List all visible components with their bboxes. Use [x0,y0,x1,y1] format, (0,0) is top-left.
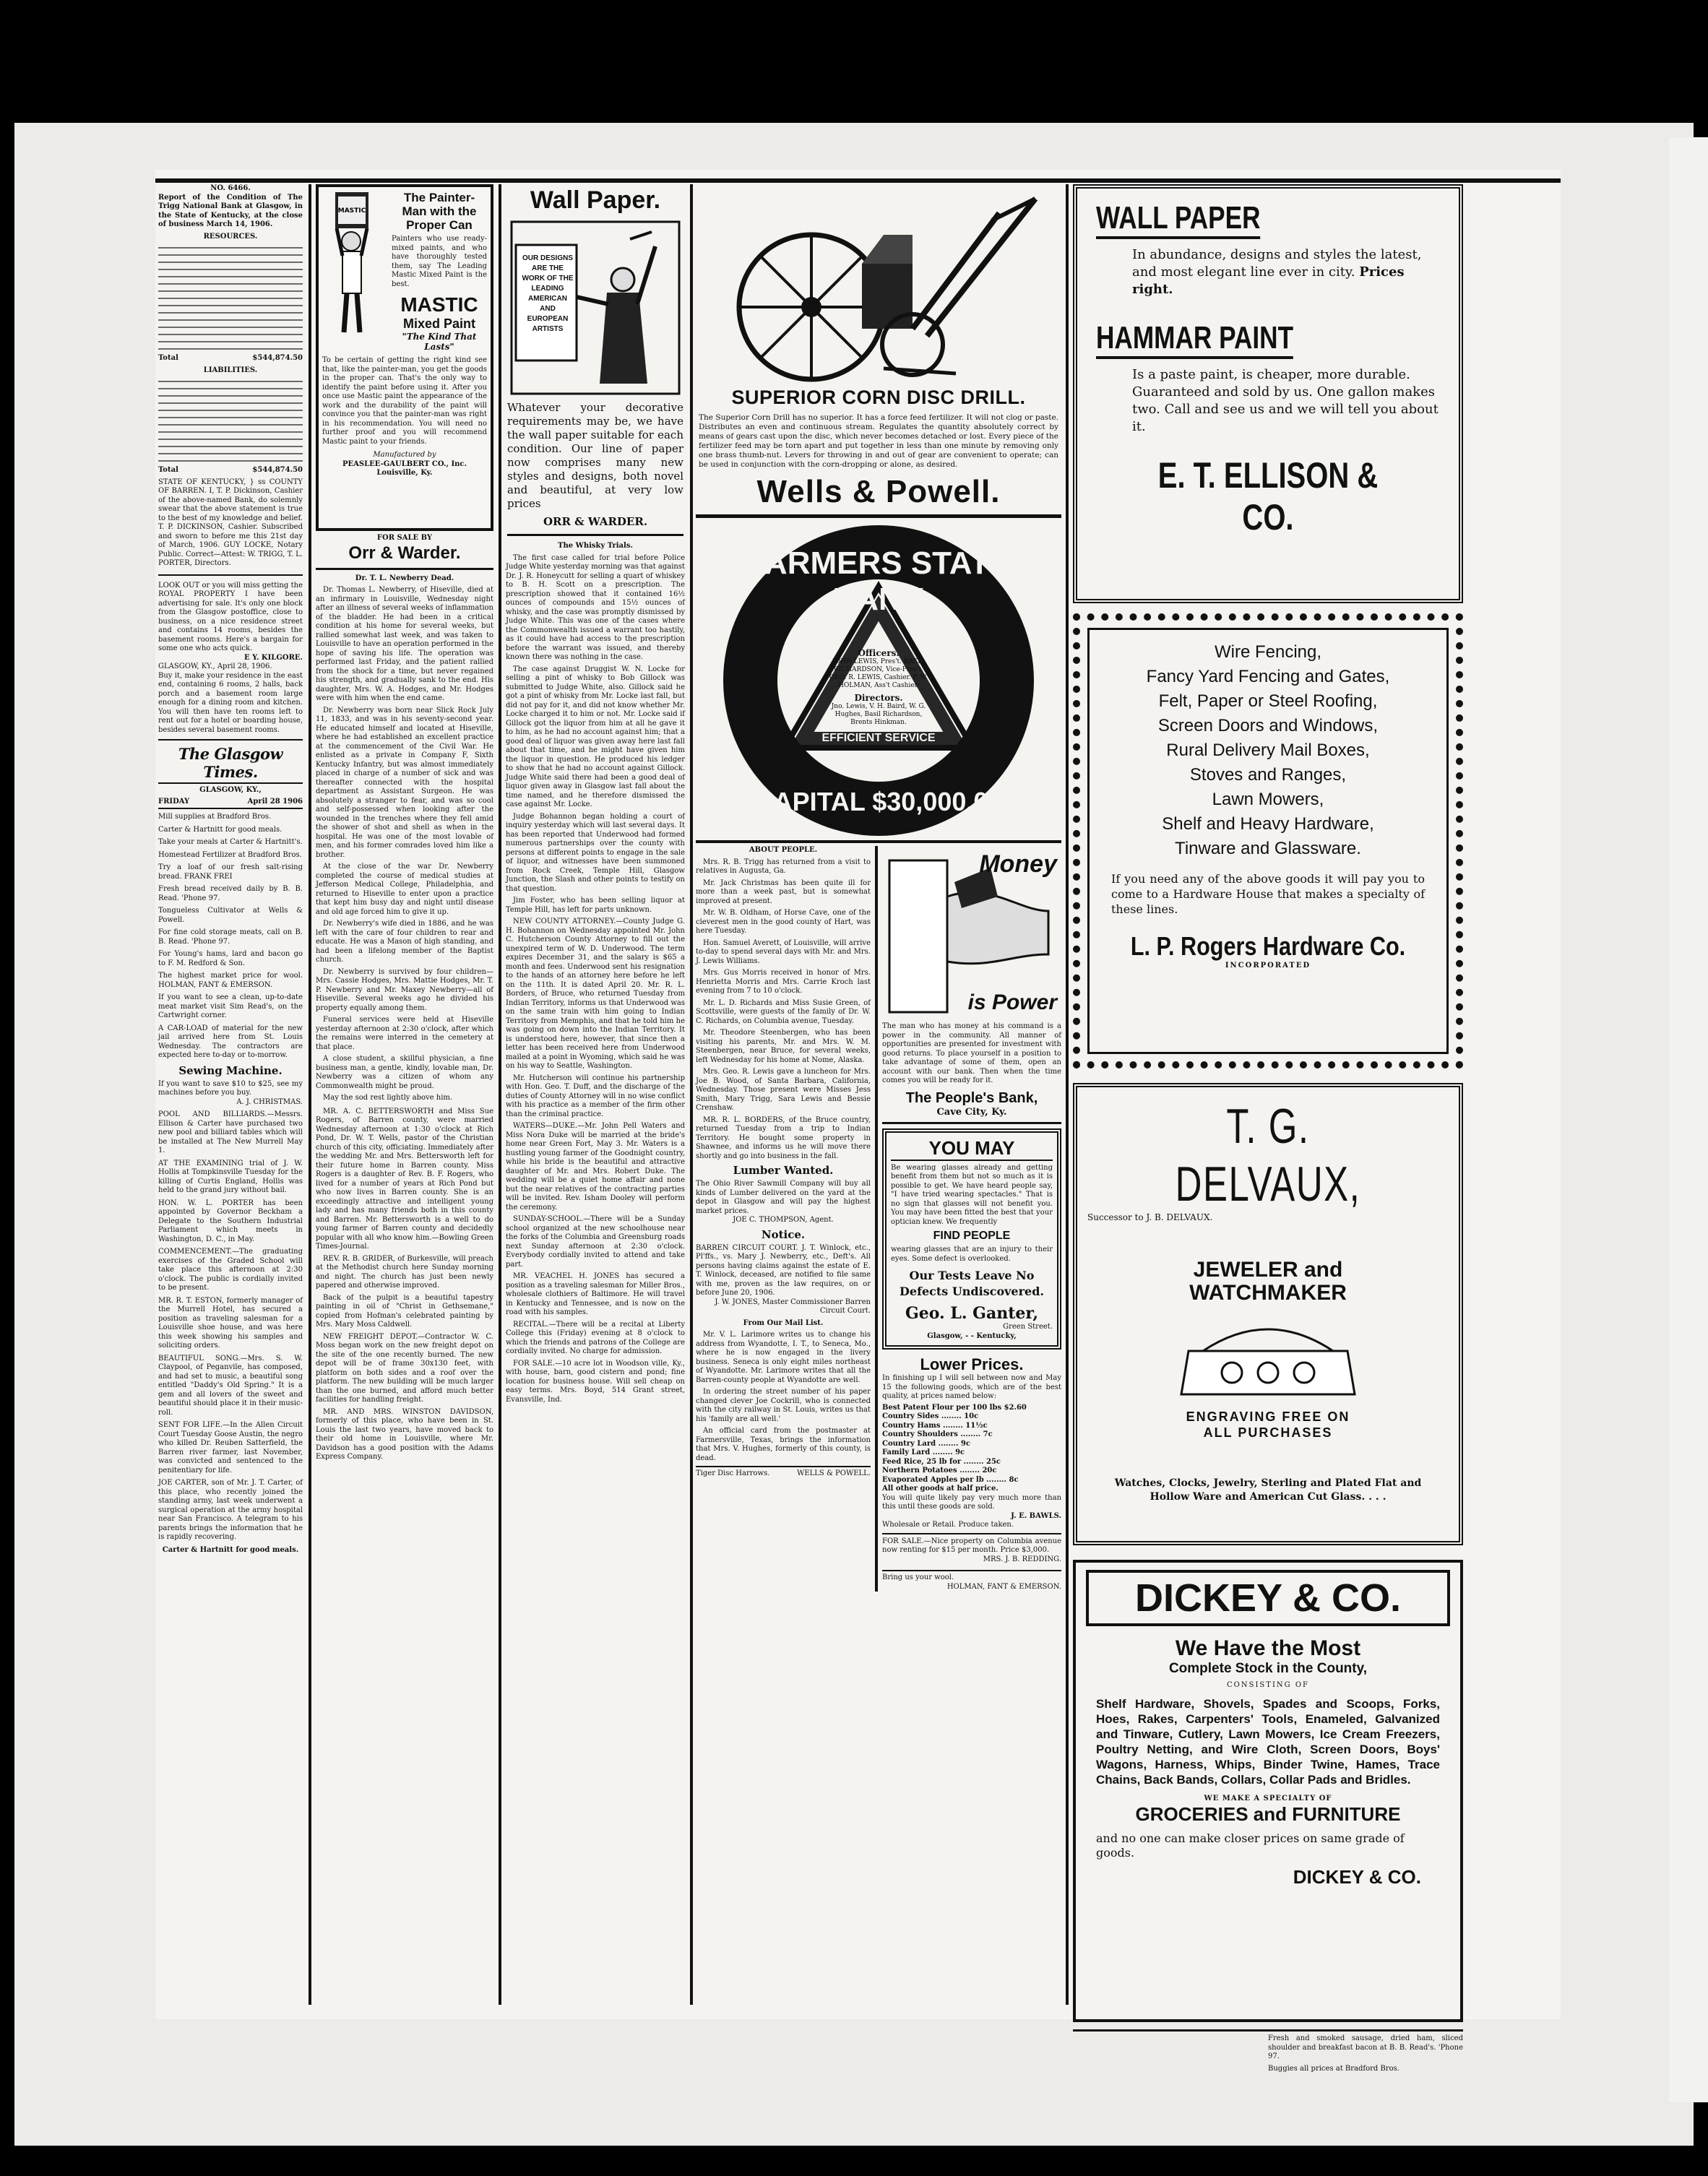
for-sale-sign: MRS. J. B. REDDING. [983,1555,1061,1563]
wall-paper-body: Whatever your decorative requirements may be, we have the wall paper suitable for each condition. Our line of paper now comprises many new styles and designs, both novel and beautiful, at very low prices [507,401,683,510]
find-people: FIND PEOPLE [933,1230,1011,1242]
kilgore-ad: LOOK OUT or you will miss getting the ROYAL PROPERTY I have been advertising for sale. It's only one block from the Glasgow postoffice, close to business, on a nice residence street and contains 14 rooms, besides the basement rooms. Here's a bargain for some one who acts quick. [158,581,303,652]
column-rule [690,184,693,2005]
wall-paper-ad-title: Wall Paper. [530,186,661,214]
wall-paper-ad [506,184,685,537]
hardware-item: Fancy Yard Fencing and Gates, [1146,667,1390,686]
lumber-sign: JOE C. THOMPSON, Agent. [733,1216,834,1224]
ganter-city: Glasgow, - - Kentucky, [927,1331,1017,1340]
price-item: Family Lard ........ 9c [882,1448,965,1456]
local-item: Carter & Hartnitt for good meals. [162,1545,299,1554]
column-3 [506,184,685,2005]
price-item: All other goods at half price. [882,1485,999,1493]
price-item: Country Sides ........ 10c [882,1412,979,1420]
kilgore-ad-2: Buy it, make your residence in the east end, containing 6 rooms, 2 halls, back porch and a basement room large enough for a dining room and kitchen. You will then have ten rooms left to rent out for a hotel or boarding house, besides several basement rooms. [158,671,303,734]
article-paragraph: Funeral services were held at Hiseville yesterday afternoon at 2:30 o'clock, after which the remains were interred in the cemetery at that place. [316,1016,493,1051]
mixed-paint-heading: Mixed Paint [402,316,476,331]
column-1 [158,184,303,2005]
svg-text:MASTIC: MASTIC [337,207,366,215]
peoples-bank: The People's Bank, [905,1089,1038,1106]
price-item: Country Lard ........ 9c [882,1439,970,1448]
column-2 [316,184,493,2005]
hammar-heading: HAMMAR PAINT [1096,320,1293,359]
local-item: For fine cold storage meats, call on B. B. Read. 'Phone 97. [158,928,303,946]
local-item: AT THE EXAMINING trial of J. W. Hollis at Tompkinsville Tuesday for the killing of Curtis England, Hollis was held to the grand jury without bail. [158,1159,303,1194]
article-paragraph: The case against Druggist W. N. Locke for selling a pint of whisky to Bob Gillock was submitted to Judge White, also. Gillock said he got a pint of whisky from Mr. Locke last fall, but did not pay for it, and did not know whether Mr. Locke charged it to him or not. Mr. Locke said if Gillock got the liquor from him at all he gave it to him, as he had no account against him; that a good deal of liquor was given away here last fall about that time, and he might have given him the liquor in question. He produced his ledger to show that he had no account against Gillock. Judge White said there had been a good deal of liquor given away in Glasgow last fall about the time named, and he therefore dismissed the case against Mr. Locke. [506,665,685,808]
the-kind-slogan: "The Kind That Lasts" [402,332,477,352]
local-item: The highest market price for wool. HOLMAN, FANT & EMERSON. [158,972,303,989]
article-paragraph: REV. R. B. GRIDER, of Burkesville, will preach at the Methodist church here Sunday morning and night. The church has just been newly papered and otherwise improved. [316,1254,493,1290]
people-item: Mrs. Geo. R. Lewis gave a luncheon for Mrs. Joe B. Wood, of Santa Barbara, California, Wednesday. Those present were Misses Jess Smith, Mary Trigg, Sara Lewis and Bessie Crenshaw. [696,1068,871,1112]
price-item: Best Patent Flour per 100 lbs $2.60 [882,1403,1027,1412]
liabilities-heading: LIABILITIES. [203,366,258,374]
hardware-item: Shelf and Heavy Hardware, [1162,814,1374,834]
wall-paper-ad-sign: ORR & WARDER. [507,515,683,536]
hardware-item: Rural Delivery Mail Boxes, [1166,741,1370,760]
column-5 [1073,184,1463,2073]
column-rule [499,184,501,2005]
article-paragraph: Dr. Newberry is survived by four children—Mrs. Cassie Hodges, Mrs. Mattie Hodges, Mr. T. P. Newberry and Mr. Maxey Newberry—all of Hiseville. Several weeks ago he divided his property equally among them. [316,967,493,1012]
masthead: The Glasgow Times. [178,745,283,781]
corn-drill-illustration [696,184,1061,387]
mail-item: Mr. V. L. Larimore writes us to change his address from Wyandotte, I. T., to Seneca, Mo., where he is now engaged in the livery business. Seneca is only eight miles northeast of Wyandotte. Mr. Larimore writes that all the Barren-county people at Wyandotte are well. [696,1331,871,1384]
local-item: COMMENCEMENT.—The graduating exercises of the Graded School will take place this afternoon at 2:30 o'clock. The public is cordially invited to be present. [158,1248,303,1292]
dickey-ad [1073,1560,1463,2022]
obituary-heading: Dr. T. L. Newberry Dead. [355,574,454,582]
local-item: BEAUTIFUL SONG.—Mrs. S. W. Claypool, of Peganvile, has composed, and had set to music, a beautiful song entitled "Daddy's Old Spring." It is a gem and all lovers of the sweet and beautiful should place it in their music-roll. [158,1354,303,1417]
bank-security: SECURITY [805,618,847,675]
corn-drill-title: SUPERIOR CORN DISC DRILL. [731,387,1026,408]
lower-prices-heading: Lower Prices. [920,1355,1024,1373]
bank-report-number: NO. 6466. [210,184,251,192]
peoples-city: Cave City, Ky. [882,1107,1061,1124]
hardware-text: If you need any of the above goods it will pay you to come to a Hardware House that makes a specialty of these lines. [1111,872,1425,916]
col4-right [878,846,1061,1592]
bank-service: EFFICIENT SERVICE [821,732,936,744]
local-item: Fresh bread received daily by B. B. Read. 'Phone 97. [158,885,303,902]
article-paragraph: NEW FREIGHT DEPOT.—Contractor W. C. Moss began work on the new freight depot on the site of the one recently burned. The new depot will be of frame 30x130 feet, with platform on both sides and a roof over the platform. The new building will be much larger than the one burned, and afford much better facilities for handling freight. [316,1332,493,1404]
corn-drill-text: The Superior Corn Drill has no superior. It has a force feed fertilizer. It will not clog or paste. Distributes an even and continuous stream. Regulates the quantity absolutely correct by means of gears cast upon the disc, which never becomes detached or lost. Every piece of the fertilizer feed may be torn apart and put together in less than one minute by removing only one brass thumb-nut. Levers for throwing in and out of gear are convenient to operate; can be used in conjunction with the corn-dropping or alone, as desired. [699,413,1058,469]
hardware-item: Tinware and Glassware. [1175,839,1361,858]
officers-list: JOHN LEWIS, Pres't. BASIL RICHARDSON, Vice-Pres't. GEO. R. LEWIS, Cashier. P. W. HOLMAN, Ass't Cashier. [829,658,928,689]
directors-heading: Directors. [854,693,903,703]
article-paragraph: The first case called for trial before Police Judge White yesterday morning was that against Dr. J. R. Honeycutt for selling a quart of whiskey to B. H. Scott on a prescription. The prescription showed that it contained 16½ ounces of compounds and 15½ ounces of whisky, and the case was promptly dismissed by Judge White. This was one of the cases where the Commonwealth issued a warrant too hastily, as it could have had access to the prescription before the warrant was issued, and thereby known there was nothing in the case. [506,553,685,661]
corn-drill-ad [696,184,1061,518]
wall-paper-text: In abundance, designs and styles the latest, and most elegant line ever in city. Prices right. [1132,247,1422,297]
dateline: FRIDAY April 28 1906 [158,798,303,810]
mastic-body: To be certain of getting the right kind see that, like the painter-man, you get the goods in the proper can. That's the only way to identify the paint before using it. After you once use Mastic paint the appearance of the work and the durability of the paint will convince you that the painter-man was right in his recommendation. You will need no further proof and you will recommend Mastic paint to your friends. [322,356,487,446]
ganter-name: Geo. L. Ganter, [905,1304,1039,1323]
wall-paper-illustration [507,217,683,398]
price-item: Northern Potatoes ........ 20c [882,1467,997,1475]
local-item: Tongueless Cultivator at Wells & Powell. [158,907,303,924]
our-tests: Our Tests Leave No Defects Undiscovered. [900,1269,1044,1298]
hardware-item: Stoves and Ranges, [1189,765,1347,785]
article-paragraph: Mr. Hutcherson will continue his partnership with Hon. Geo. T. Duff, and the discharge of the duties of County Attorney will in no wise conflict with his practice as a member of the firm other than the criminal practice. [506,1074,685,1118]
column-4 [696,184,1061,2005]
dickey-text: Shelf Hardware, Shovels, Spades and Scoops, Forks, Hoes, Rakes, Carpenters' Tools, Enameled, Galvanized and Tinware, Cutlery, Lawn Mowers, Ice Cream Freezers, Poultry Netting, and Wire Cloth, Screen Doors, Boys' Wagons, Harness, Whips, Binder Twine, Hames, Trace Chains, Back Bands, Collars, Collar Pads and Bridles. [1096,1696,1440,1787]
lower-prices-sub: Wholesale or Retail. Produce taken. [882,1521,1061,1534]
ganter-address: Green Street. [1003,1323,1053,1331]
column-rule [309,184,311,2005]
liabilities-total: Total $544,874.50 [158,466,303,474]
sewing-heading: Sewing Machine. [178,1063,282,1077]
delvaux-ad [1073,1083,1463,1545]
money-is-power-ad [882,846,1061,1019]
for-sale-text: FOR SALE.—Nice property on Columbia avenue now renting for $15 per month. Price $3,000. [882,1537,1061,1554]
officers-heading: Officers. [858,648,900,658]
money-text: The man who has money at his command is a power in the community. All manner of opportunities are presented for investment with good returns. To place yourself in a position to take advantage of some of them, open an account with our bank. Then when the time comes you will be ready for it. [882,1022,1061,1084]
consisting-of: CONSISTING OF [1227,1681,1309,1689]
local-item: JOE CARTER, son of Mr. J. T. Carter, of this place, who recently joined the standing army, last week underwent a surgical operation at the army hospital near San Francisco. A telegram to his parents brings the information that he is rapidly recovering. [158,1479,303,1541]
article-paragraph: MR. AND MRS. WINSTON DAVIDSON, formerly of this place, who have been in St. Louis the last two years, have moved back to their old home in Louisville, where Mr. Davidson has a good position with the Adams Express Company. [316,1407,493,1461]
mail-item: An official card from the postmaster at Farmersville, Texas, brings the information that Mrs. V. Hughes, formerly of this county, is dead. [696,1427,871,1462]
article-paragraph: NEW COUNTY ATTORNEY.—County Judge G. H. Bohannon on Wednesday appointed Mr. John C. Hutcherson County Attorney to fill out the unexpired term of W. D. Underwood. The term expires December 31, and the salary is $65 a month and fees. Underwood sent his resignation to the hands of an attorney here before he left on the 11th. It is dated April 20. Mr. R. L. Borders, of Bruce, who returned Tuesday from Indian Territory, informs us that Underwood was on the same train with him going to Indian Territory from Memphis, and that he told him he was going on down into the Indian Territory. It is understood here, however, that since then a letter has been received here from Underwood mailed at a point in Wyoming, which said he was on his way to Seattle, Washington. [506,918,685,1070]
bank-capital: CAPITAL $30,000.00 [754,787,1003,816]
mastic-paint-ad [316,184,493,531]
farmers-state-bank-ad [696,518,1061,843]
price-item: Country Shoulders ........ 7c [882,1430,993,1438]
kilgore-date: GLASGOW, KY., April 28, 1906. [158,662,272,670]
delvaux-name: T. G. DELVAUX, [1175,1099,1361,1212]
local-item: Try a loaf of our fresh salt-rising bread. FRANK FREI [158,863,303,881]
dateline-city: GLASGOW, KY., [199,786,262,794]
mail-heading: From Our Mail List. [743,1318,824,1327]
power-heading: is Power [967,990,1057,1014]
lower-prices-text-2: You will quite likely pay very much more than this until these goods are sold. [882,1493,1061,1511]
article-paragraph: Judge Bohannon began holding a court of inquiry yesterday which will last several days. It has been reported that Underwood had formed numerous partnerships over the county with persons at different points to engage in the sale of liquor, and witnesses have been summoned from Rock Creek, Temple Hill, Glasgow Junction, the Slash and other points to testify on that question. [506,812,685,893]
article-paragraph: At the close of the war Dr. Newberry completed the course of medical studies at Jefferson Medical College, Philadelphia, and returned to Hiseville to enter upon a practice that kept him busy day and night until disease and old age forced him to give it up. [316,863,493,916]
article-paragraph: May the sod rest lightly above him. [323,1094,453,1102]
liabilities-table [158,377,303,464]
local-item: Mill supplies at Bradford Bros. [158,813,272,821]
hammar-text: Is a paste paint, is cheaper, more durable. Guaranteed and sold by us. One gallon makes two. Call and see us and we will tell you about it. [1132,367,1439,434]
article-paragraph: MR. A. C. BETTERSWORTH and Miss Sue Rogers, of Barren county, were married Wednesday afternoon at 1:30 o'clock at Rich Pond, Dr. W. T. Wells, pastor of the Christian church of this city, officiating. Immediately after the wedding Mr. and Mrs. Bettersworth left for their future home in Barren county. Miss Rogers is a daughter of Rev. B. F. Rogers, who lived for a number of years at Rich Pond but who now lives in Barren county. She is an exceedingly attractive and intelligent young lady and has many friends both in this county and Barren. Mr. Bettersworth is a well to do young farmer of Barren county and decidedly popular with all who know him.—Bowling Green Times-Journal. [316,1107,493,1251]
col5-bottom-notices [1073,2029,1463,2062]
people-item: Mrs. R. B. Trigg has returned from a visit to relatives in Augusta, Ga. [696,858,871,875]
bottom-notice: Fresh and smoked sausage, dried ham, sliced shoulder and breakfast bacon at B. B. Read's. 'Phone 97. [1268,2034,1463,2060]
incorporated: INCORPORATED [1225,962,1311,970]
newspaper-page [155,170,1561,2073]
lumber-text: The Ohio River Sawmill Company will buy all kinds of Lumber delivered on the yard at the depot in Glasgow and will pay the highest market prices. [696,1180,871,1215]
jewelry-illustration [1152,1315,1384,1402]
painter-man-illustration [322,191,389,335]
complete-stock: Complete Stock in the County, [1168,1661,1368,1676]
resources-table [158,243,303,352]
local-item: Homestead Fertilizer at Bradford Bros. [158,850,302,859]
specialty: WE MAKE A SPECIALTY OF [1204,1794,1332,1802]
hardware-item: Wire Fencing, [1214,642,1322,662]
painter-man-title: The Painter-Man with the Proper Can [402,191,477,232]
people-heading: ABOUT PEOPLE. [749,846,818,854]
people-item: Mrs. Gus Morris received in honor of Mrs. Henrietta Morris and Mrs. Carrie Kroch last evening from 7 to 10 o'clock. [696,969,871,995]
price-item: Evaporated Apples per lb ........ 8c [882,1475,1019,1484]
people-item: Mr. Theodore Steenbergen, who has been visiting his parents, Mr. and Mrs. W. M. Steenbergen, near Bruce, for several weeks, left Wednesday for his home at Nome, Alaska. [696,1029,871,1064]
local-item: Take your meals at Carter & Hartnitt's. [158,838,303,846]
article-paragraph: WATERS—DUKE.—Mr. John Pell Waters and Miss Nora Duke will be married at the bride's home near Green Fort, May 3. Mr. Waters is a hustling young farmer of the Goodnight country, while his bride is the beautiful and attractive daughter of Mr. and Mrs. Robert Duke. The wedding will be a quiet home affair and none but the near relatives of the contracting parties will be invited. Rev. Isham Dooley will perform the ceremony. [506,1122,685,1212]
article-paragraph: RECITAL.—There will be a recital at Liberty College this (Friday) evening at 8 o'clock to which the friends and patrons of the College are cordially invited. No charge for admission. [506,1320,685,1355]
painter-man-body: Painters who use ready-mixed paints, and who have thoroughly tested them, say The Leading Mastic Mixed Paint is the best. [392,235,487,288]
dealer-name: Orr & Warder. [316,543,493,570]
you-may-heading: YOU MAY [891,1137,1053,1161]
adjacent-page-edge [1669,137,1708,2102]
top-rule [155,178,1561,183]
wall-paper-heading: WALL PAPER [1096,200,1261,239]
maker-name: PEASLEE-GAULBERT CO., Inc. [342,459,467,468]
bottom-notice-sign: HOLMAN, FANT & EMERSON. [946,1582,1061,1591]
we-have: We Have the Most [1175,1636,1361,1660]
corn-drill-firm: Wells & Powell. [756,474,1001,509]
rogers-hardware-ad [1073,613,1463,1068]
bottom-notice: Buggies all prices at Bradford Bros. [1268,2064,1399,2073]
state-certification: STATE OF KENTUCKY, } ss COUNTY OF BARREN. I, T. P. Dickinson, Cashier of the above-named Bank, do solemnly swear that the above statement is true to the best of my knowledge and belief. T. P. DICKINSON, Cashier. Subscribed and sworn to before me this 21st day of March, 1906. GUY LOCKE, Notary Public. Correct—Attest: W. TRIGG, T. L. PORTER, Directors. [158,478,303,567]
bank-name: FARMERS STATE BANK [746,545,1011,617]
price-item: Country Hams ........ 11½c [882,1421,988,1430]
article-paragraph: Dr. Newberry's wife died in 1886, and he was left with the care of four children to rear and educate. He was a Mason of high standing, and had been a lifelong member of the Baptist church. [316,920,493,964]
lower-prices-sign: J. E. BAWLS. [1011,1511,1061,1520]
money-heading: Money [979,850,1057,878]
bank-responsibility: RESPONSIBILITY [904,611,959,689]
article-paragraph: A close student, a skillful physician, a fine business man, a gentle, kindly, lovable man, Dr. Newberry was a citizen of whom any Commonwealth might be proud. [316,1055,493,1090]
sewing-text: If you want to save $10 to $25, see my machines before you buy. [158,1079,303,1097]
people-item: Hon. Samuel Averett, of Louisville, will arrive to-day to spend several days with Mr. and Mrs. J. Lewis Williams. [696,938,871,965]
lumber-heading: Lumber Wanted. [733,1164,834,1177]
ellison-name: E. T. ELLISON & CO. [1157,455,1379,537]
local-item: For Young's hams, lard and bacon go to F. M. Redford & Son. [158,950,303,967]
resources-total: Total $544,874.50 [158,354,303,362]
price-item: Feed Rice, 25 lb for ........ 25c [882,1457,1001,1466]
dickey-heading: DICKEY & CO. [1086,1570,1450,1626]
directors-list: Jno. Lewis, V. H. Baird, W. G. Hughes, Basil Richardson, Brents Hinkman. [831,703,926,726]
local-item: SENT FOR LIFE.—In the Allen Circuit Court Tuesday Goose Austin, the negro who killed Dr. Reuben Satterfield, the Barren river farmer, last November, was convicted and sentenced to the penitentiary for life. [158,1421,303,1475]
hardware-item: Lawn Mowers, [1212,790,1324,809]
people-item: Mr. W. B. Oldham, of Horse Cave, one of the cleverest men in the good county of Hart, was here Tuesday. [696,909,871,935]
resources-heading: RESOURCES. [203,232,258,241]
bank-report-title: Report of the Condition of The Trigg National Bank at Glasgow, in the State of Kentucky, at the close of business March 14, 1906. [158,193,303,228]
maker-city: Louisville, Ky. [376,469,433,477]
mail-item: In ordering the street number of his paper changed clever Joe Cockrill, who is connected with the city railway in St. Louis, writes us that his 'family are all well.' [696,1388,871,1423]
people-item: Mr. Jack Christmas has been quite ill for more than a week past, but is somewhat improved at present. [696,878,871,905]
local-item: MR. R. T. ESTON, formerly manager of the Murrell Hotel, has secured a position as traveling salesman for a Louisville shoe house, and was here this week showing his samples and soliciting orders. [158,1296,303,1350]
article-paragraph: SUNDAY-SCHOOL.—There will be a Sunday school organized at the new schoolhouse near the forks of the Columbia and Greensburg roads next Sunday afternoon at 2:30 o'clock. Everybody cordially invited to attend and take part. [506,1215,685,1269]
local-item: POOL AND BILLIARDS.—Messrs. Ellison & Carter have purchased two new pool and billiard tables which will be installed at The New Murrell May 1. [158,1110,303,1154]
article-paragraph: Dr. Thomas L. Newberry, of Hiseville, died at an infirmary in Louisville, Wednesday night after an illness of several weeks of inflammation of the bladder. He had been in a critical condition at his home for several weeks, but rallied somewhat last week, and was taken to Louisville to have an operation performed in the hope of saving his life. The operation was performed last Friday, and the patient rallied from the shock for a time, but never regained his strength, and gradually sank to the end. His daughter, Mrs. W. A. Hodges, and Mr. Hodges were with him when the end came. [316,586,493,702]
col4-left [696,846,878,1592]
you-may-ad [882,1128,1061,1350]
hardware-item: Felt, Paper or Steel Roofing, [1158,691,1378,711]
people-item: Mr. L. D. Richards and Miss Susie Green, of Scottsville, were guests of the family of Dr. W. C. Richards, on Columbia avenue, Tuesday. [696,998,871,1025]
dickey-sign: DICKEY & CO. [1293,1866,1421,1888]
wall-paper-sign: OUR DESIGNS ARE THE WORK OF THE LEADING AMERICAN AND EUROPEAN ARTISTS [522,254,574,333]
watches-text: Watches, Clocks, Jewelry, Sterling and Plated Flat and Hollow Ware and American Cut Glass. . . . [1114,1477,1422,1503]
closer-prices: and no one can make closer prices on same grade of goods. [1096,1831,1405,1860]
article-paragraph: MR. VEACHEL H. JONES has secured a position as a traveling salesman for Miller Bros., wholesale clothiers of Baltimore. He will travel in Kentucky and Tennessee, and is now on the road with his samples. [506,1272,685,1316]
article-paragraph: FOR SALE.—10 acre lot in Woodson ville, Ky., with house, barn, good cistern and pond; fine location for business house. Will sell cheap on easy terms. Mrs. Boyd, 514 Grant street, Evansville, Ind. [506,1359,685,1404]
groceries: GROCERIES and FURNITURE [1135,1803,1401,1825]
manufactured-by: Manufactured by [373,451,436,459]
you-may-text: Be wearing glasses already and getting benefit from them but not so much as it is possible to get. We have heard people say, "I have tried wearing spectacles." That is no sign that glasses will not benefit you. You may have been fitted the best that your optician knew. We frequently [891,1163,1053,1226]
notice-heading: Notice. [761,1227,806,1241]
lower-prices-text: In finishing up I will sell between now and May 15 the following goods, which are of the best quality, at prices named below: [882,1374,1061,1400]
local-item: Carter & Hartnitt for good meals. [158,825,282,834]
mastic-heading: MASTIC [400,293,478,316]
column-rule [1066,184,1069,2005]
local-item: If you want to see a clean, up-to-date meat market visit Sim Read's, on the Cartwright corner. [158,993,303,1019]
you-may-text-2: wearing glasses that are an injury to their eyes. Some defect is overlooked. [891,1245,1053,1263]
notice-text: BARREN CIRCUIT COURT. J. T. Winlock, etc., Pl'ffs., vs. Mary J. Newberry, etc., Deft's. All persons having claims against the estate of E. T. Winlock, deceased, are notified to file same with me, proven as the law requires, on or before June 20, 1906. [696,1243,871,1297]
jeweler-heading: JEWELER and WATCHMAKER [1189,1257,1347,1305]
sewing-sign: A. J. CHRISTMAS. [236,1097,303,1106]
local-item: A CAR-LOAD of material for the new jail arrived here from St. Louis Wednesday. The contractors are expected here to-day or to-morrow. [158,1024,303,1059]
delvaux-successor: Successor to J. B. DELVAUX. [1087,1212,1213,1222]
scan-top-border [0,0,1708,123]
bottom-notice: Bring us your wool. [882,1570,1061,1583]
for-sale-by: FOR SALE BY [376,534,433,542]
article-paragraph: Back of the pulpit is a beautiful tapestry painting in oil of "Christ in Gethsemane," copied from Hofman's celebrated painting by Mrs. Mary Moss Caldwell. [316,1293,493,1329]
rogers-name: L. P. Rogers Hardware Co. [1130,931,1406,961]
notice-sign: J. W. JONES, Master Commissioner Barren Circuit Court. [715,1298,871,1315]
article-paragraph: Dr. Newberry was born near Slick Rock July 11, 1833, and was in his seventy-second year. He educated himself and located at Hiseville, where he had established an excellent practice at the commencement of the Civil War. He enlisted as a private in Company F, Sixth Kentucky Infantry, but was almost immediately placed in charge of a number of sick and was thereafter connected with the hospital department as Assistant Surgeon. He was absolutely a stranger to fear, and was so cool and self-possessed when looking after the wounded in the trenches where they fell amid the shower of shot and shell as when in the hospital. He was one of the most lovable of men, and his former comrades loved him like a brother. [316,706,493,859]
bottom-notice: Tiger Disc Harrows. WELLS & POWELL. [696,1466,871,1479]
article-paragraph: Jim Foster, who has been selling liquor at Temple Hill, has left for parts unknown. [506,897,685,914]
local-item: HON. W. L. PORTER has been appointed by Governor Beckham a Delegate to the Southern Industrial Parliament which meets in Washington, D. C., in May. [158,1199,303,1243]
engraving: ENGRAVING FREE ON ALL PURCHASES [1186,1409,1350,1440]
people-item: MR. R. L. BORDERS, of the Bruce country, returned Tuesday from a trip to Indian Territory. He bought some property in Shawnee, and informs us he will move there shortly and go into business in the fall. [696,1115,871,1160]
bank-officers [826,648,931,727]
whisky-heading: The Whisky Trials. [558,542,633,550]
ellison-ad [1073,184,1463,603]
kilgore-sign: E Y. KILGORE. [244,653,303,662]
hardware-item: Screen Doors and Windows, [1157,716,1379,735]
